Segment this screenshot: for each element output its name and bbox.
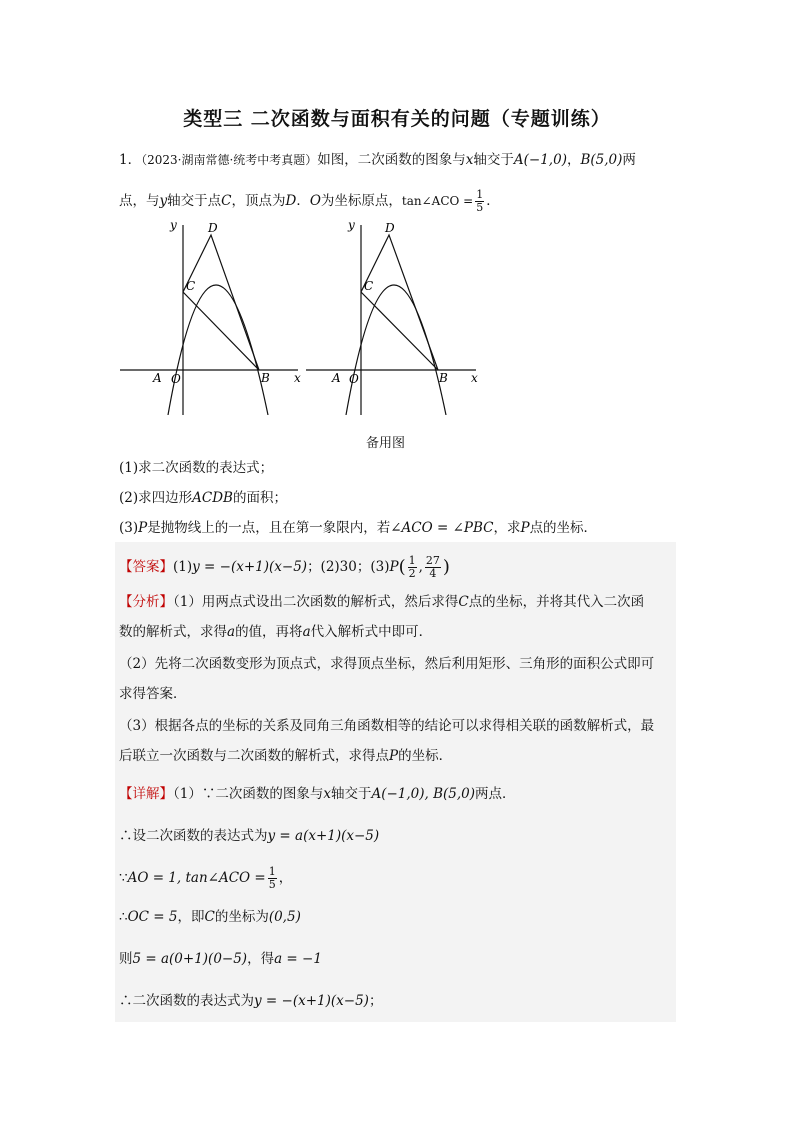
- figure-caption: 备用图: [366, 436, 406, 451]
- point-B-coord: B(5,0): [580, 152, 623, 168]
- fraction-half: [408, 555, 417, 580]
- quadrilateral-ACDB-lines: [183, 235, 259, 370]
- frac-num: 1: [268, 865, 276, 878]
- answer-part: ；(2)30；(3): [307, 559, 390, 575]
- figure-backup: [306, 218, 478, 415]
- analysis-text: 数的解析式，求得: [119, 624, 227, 640]
- math-C: C: [204, 909, 215, 925]
- math-P: P: [138, 520, 148, 536]
- math-D: D: [285, 193, 297, 209]
- math-O: O: [309, 193, 321, 209]
- label-x: x: [471, 371, 478, 385]
- frac-den: 5: [476, 201, 484, 214]
- label-B: B: [261, 371, 270, 385]
- math-expression: 5 = a(0+1)(0−5): [132, 951, 248, 967]
- angle-equation: ∠ACO = ∠PBC: [390, 520, 494, 536]
- stem-text: 两: [622, 152, 636, 168]
- label-y: y: [170, 218, 177, 232]
- math-C: C: [221, 193, 232, 209]
- stem-text: 轴交于点: [167, 193, 222, 209]
- analysis-line-6: [119, 746, 452, 766]
- label-y: y: [348, 218, 355, 232]
- answer-P: P: [389, 559, 399, 575]
- parabola-figures: [118, 215, 488, 415]
- label-D: D: [208, 221, 218, 235]
- stem-text: ．: [296, 193, 310, 209]
- math-y: y: [159, 193, 168, 209]
- paren: ): [442, 556, 450, 578]
- math-expression: y = a(x+1)(x−5): [267, 828, 380, 844]
- detail-line-1: [119, 784, 516, 804]
- detail-text: 轴交于: [330, 786, 372, 802]
- analysis-text: 的坐标．: [398, 748, 453, 764]
- detail-line-6: [119, 991, 382, 1011]
- question-2: [119, 488, 287, 508]
- detail-text: ；: [368, 993, 383, 1009]
- math-P: P: [389, 748, 399, 764]
- label-A: A: [332, 371, 341, 385]
- stem-text: ，顶点为: [231, 193, 286, 209]
- stem-text: 点，与: [119, 193, 160, 209]
- q3-text: (3): [119, 520, 139, 536]
- q3-text: 点的坐标．: [529, 520, 598, 536]
- therefore-symbol: ∴: [119, 909, 128, 925]
- problem-stem-line-1: 1．（2023·湖南常德·统考中考真题）如图，二次函数的图象与x轴交于A(−1,0)，B(5,0)两: [119, 152, 636, 168]
- question-3: [119, 518, 597, 538]
- math-points: A(−1,0), B(5,0): [371, 786, 476, 802]
- q3-text: ，求: [493, 520, 521, 536]
- detail-text: 则: [119, 951, 133, 967]
- fraction-one-fifth: [475, 189, 484, 214]
- page-title: 类型三 二次函数与面积有关的问题（专题训练）: [183, 108, 611, 130]
- frac-num: 1: [476, 188, 484, 201]
- stem-text: 轴交于: [473, 152, 514, 168]
- math-C: C: [458, 594, 469, 610]
- answer-part: (1): [173, 559, 193, 575]
- stem-text: 如图，二次函数的图象与: [317, 152, 466, 168]
- analysis-tag: 【分析】: [119, 594, 173, 610]
- analysis-line-1: [119, 592, 644, 612]
- fraction-27-4: [425, 555, 441, 580]
- analysis-line-4: 求得答案．: [119, 686, 187, 702]
- answer-expression: y = −(x+1)(x−5): [192, 559, 308, 575]
- math-x: x: [323, 786, 331, 802]
- q3-text: 是抛物线上的一点，且在第一象限内，若: [147, 520, 391, 536]
- tan-aco: tan∠ACO =: [401, 194, 474, 208]
- label-x: x: [294, 371, 301, 385]
- analysis-line-3: （2）先将二次函数变形为顶点式，求得顶点坐标，然后利用矩形、三角形的面积公式即可: [119, 656, 655, 672]
- detail-text: ，即: [177, 909, 205, 925]
- fraction-one-fifth: [268, 866, 277, 891]
- detail-text: 的坐标为: [214, 909, 269, 925]
- detail-text: ∴二次函数的表达式为: [119, 993, 254, 1009]
- analysis-text: 的值，再将: [235, 624, 303, 640]
- label-C: C: [186, 279, 196, 293]
- detail-line-5: [119, 949, 322, 969]
- answer-line: 【答案】(1)y = −(x+1)(x−5)；(2)30；(3)P( $\frac{1}{2}$ , $\frac{27}{4}$ ): [119, 554, 450, 580]
- label-A: A: [153, 371, 162, 385]
- detail-line-2: [119, 826, 379, 846]
- detail-line-4: [119, 907, 301, 927]
- analysis-text: （1）用两点式设出二次函数的解析式，然后求得: [173, 594, 459, 610]
- stem-text: 为坐标原点，: [320, 193, 402, 209]
- math-ACDB: ACDB: [192, 490, 233, 506]
- problem-number: 1．: [119, 152, 142, 168]
- math-P: P: [520, 520, 530, 536]
- q2-text: (2)求四边形: [119, 490, 193, 506]
- detail-text: 两点．: [475, 786, 516, 802]
- because-symbol: ∵: [119, 870, 128, 886]
- detail-text: （1）∵二次函数的图象与: [173, 786, 324, 802]
- point-A-coord: A(−1,0): [513, 152, 567, 168]
- detail-text: ，: [278, 870, 293, 886]
- math-expression: AO = 1, tan∠ACO =: [127, 870, 266, 886]
- frac-den: 2: [408, 567, 416, 580]
- math-expression: y = −(x+1)(x−5): [254, 993, 369, 1009]
- problem-source: （2023·湖南常德·统考中考真题）: [141, 153, 318, 167]
- question-1: (1)求二次函数的表达式；: [119, 460, 274, 476]
- detail-tag: 【详解】: [119, 786, 173, 802]
- analysis-text: 代入解析式中即可．: [310, 624, 433, 640]
- math-a: a: [302, 624, 311, 640]
- math-coordinate: (0,5): [268, 909, 301, 925]
- analysis-line-2: [119, 622, 432, 642]
- math-expression: OC = 5: [127, 909, 178, 925]
- frac-den: 5: [268, 878, 276, 891]
- label-O: O: [349, 372, 359, 386]
- frac-num: 27: [425, 554, 440, 567]
- detail-line-3: [119, 866, 292, 891]
- frac-den: 4: [429, 567, 437, 580]
- paren: (: [398, 556, 406, 578]
- frac-num: 1: [408, 554, 416, 567]
- analysis-line-5: （3）根据各点的坐标的关系及同角三角函数相等的结论可以求得相关联的函数解析式，最: [119, 718, 655, 734]
- label-D: D: [385, 221, 395, 235]
- label-O: O: [171, 372, 181, 386]
- math-a: a: [227, 624, 236, 640]
- analysis-text: 后联立一次函数与二次函数的解析式，求得点: [119, 748, 389, 764]
- q2-text: 的面积；: [232, 490, 287, 506]
- figure-main: [120, 218, 301, 415]
- analysis-text: 点的坐标，并将其代入二次函: [468, 594, 645, 610]
- math-x: x: [465, 152, 474, 168]
- label-C: C: [364, 279, 374, 293]
- detail-text: ，得: [247, 951, 275, 967]
- detail-text: ∴设二次函数的表达式为: [119, 828, 268, 844]
- math-expression: a = −1: [274, 951, 322, 967]
- answer-tag: 【答案】: [119, 559, 173, 575]
- quadrilateral-ACDB-lines: [361, 235, 438, 370]
- label-B: B: [439, 371, 448, 385]
- problem-stem-line-2: 点，与y轴交于点C，顶点为D．O为坐标原点，tan∠ACO = $\frac{1}{5}$ ．: [119, 188, 500, 214]
